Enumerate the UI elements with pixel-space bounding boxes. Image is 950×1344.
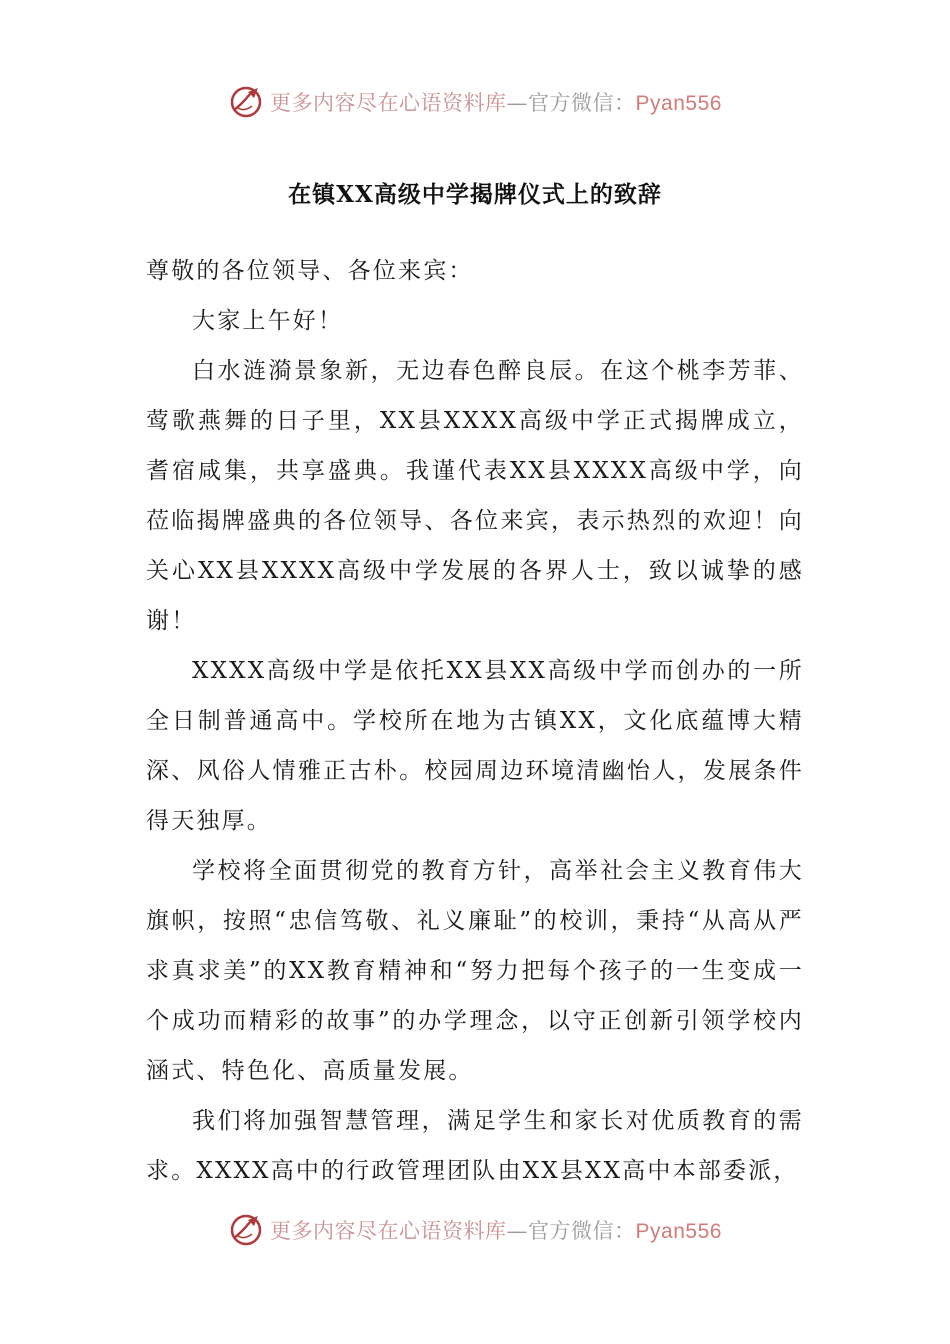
watermark-separator: — — [506, 91, 529, 115]
watermark-main: 更多内容尽在心语资料库 — [270, 91, 507, 115]
paragraph: 我们将加强智慧管理，满足学生和家长对优质教育的需求。XXXX高中的行政管理团队由XX县XX高中本部委派， — [146, 1108, 804, 1184]
watermark-id: Pyan556 — [635, 1220, 722, 1243]
pen-logo-icon — [228, 1212, 264, 1248]
salutation: 尊敬的各位领导、各位来宾： — [146, 258, 474, 284]
watermark-official: 官方微信： — [528, 91, 636, 115]
paragraph: 白水涟漪景象新，无边春色醉良辰。在这个桃李芳菲、莺歌燕舞的日子里，XX县XXXX高级中学正式揭牌成立，耆宿咸集，共享盛典。我谨代表XX县XXXX高级中学，向莅临揭牌盛典的各位领导、各位来宾，表示热烈的欢迎！向关心XX县XXXX高级中学发展的各界人士，致以诚挚的感谢！ — [146, 358, 804, 634]
watermark-official: 官方微信： — [528, 1219, 636, 1243]
paragraph: 学校将全面贯彻党的教育方针，高举社会主义教育伟大旗帜，按照“忠信笃敬、礼义廉耻”的校训，秉持“从高从严求真求美”的XX教育精神和“努力把每个孩子的一生变成一个成功而精彩的故事”的办学理念，以守正创新引领学校内涵式、特色化、高质量发展。 — [146, 858, 804, 1084]
watermark-separator: — — [506, 1219, 529, 1243]
watermark-id: Pyan556 — [635, 92, 722, 115]
header-watermark — [0, 84, 950, 120]
footer-watermark — [0, 1212, 950, 1248]
watermark-text — [270, 1215, 722, 1245]
pen-logo-icon — [228, 84, 264, 120]
watermark-main: 更多内容尽在心语资料库 — [270, 1219, 507, 1243]
document-body — [146, 246, 804, 1196]
greeting: 大家上午好！ — [192, 308, 344, 334]
watermark-text — [270, 87, 722, 117]
document-title: 在镇XX高级中学揭牌仪式上的致辞 — [288, 181, 662, 208]
paragraph: XXXX高级中学是依托XX县XX高级中学而创办的一所全日制普通高中。学校所在地为古镇XX，文化底蕴博大精深、风俗人情雅正古朴。校园周边环境清幽怡人，发展条件得天独厚。 — [146, 658, 804, 834]
